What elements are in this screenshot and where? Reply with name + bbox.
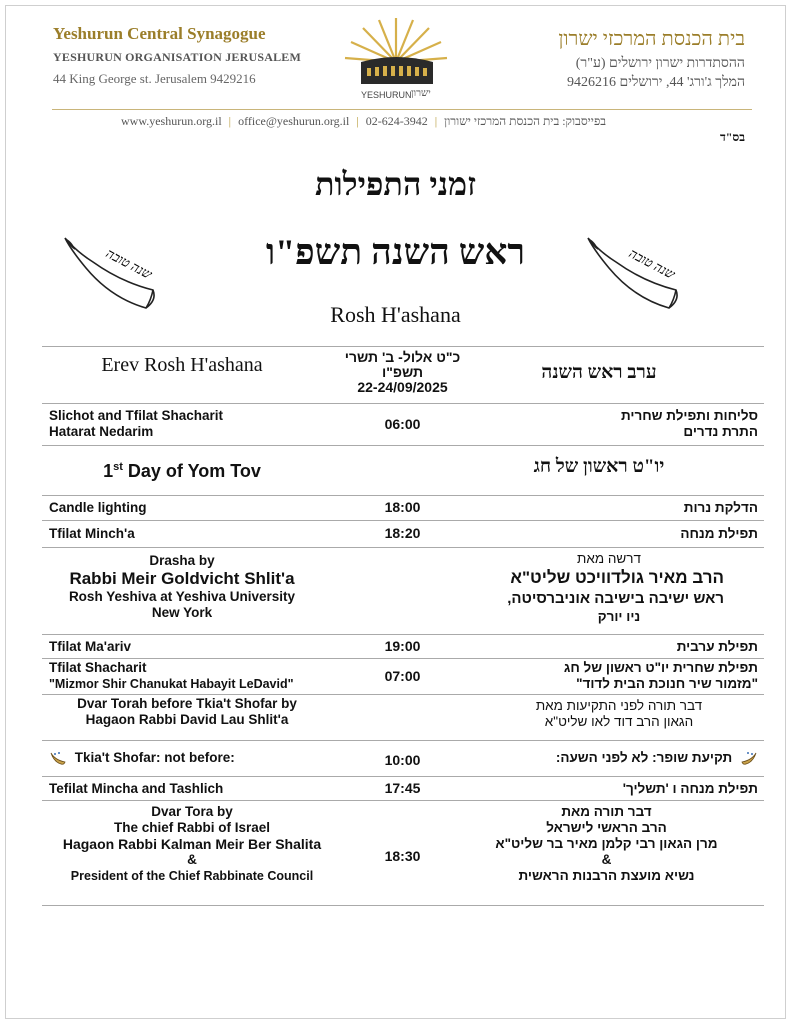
row-en-line4: & [187,852,197,867]
row-en-line4: New York [151,605,213,620]
row-he: תפילת מנחה [680,526,758,541]
date-he-year: תשפ"ו [381,364,424,380]
row-en: Candle lighting [49,500,147,515]
row-en: Tfilat Minch'a [49,526,135,541]
rabbi-name-he: הרב מאיר גולדוויכט שליט"א [510,568,724,587]
table-row-mincha [42,520,764,547]
row-en [49,750,349,766]
shofar-icon-right [574,228,684,323]
day-number: 1 [103,461,114,481]
row-he: תפילת מנחה ו 'תשליך' [622,781,758,796]
row-en-line2: Hatarat Nedarim [49,424,154,439]
row-he-line2: הגאון הרב דוד לאו שליט"א [544,714,694,729]
row-he-line1: דבר תורה לפני התקיעות מאת [535,698,703,713]
contact-bar: www.yeshurun.org.il | office@yeshurun.org.il | 02-624-3942 | בפייסבוק: בית הכנסת המרכזי ישורון [121,114,607,128]
row-he-line4: & [601,852,612,867]
shofar-caption-left: שנה טובה [103,245,155,282]
row-en [42,696,332,728]
header-english [53,24,333,87]
row-time: 07:00 [384,668,421,684]
row-he: תפילת ערבית [676,639,758,654]
row-en-line2: "Mizmor Shir Chanukat Habayit LeDavid" [49,677,294,691]
row-time: 17:45 [384,780,421,796]
row-he: הדלקת נרות [683,500,758,515]
row-he-line4: ניו יורק [597,609,641,624]
title-prayer-times: זמני התפילות [314,166,477,202]
row-he-line2: הרב הראשי לישראל [546,820,667,835]
table-row-erev [42,346,764,403]
header-hebrew [485,28,745,91]
row-en: Tefilat Mincha and Tashlich [49,781,224,796]
row-he-line5: נשיא מועצת הרבנות הראשית [518,868,695,883]
table-row-first-day [42,445,764,495]
row-he-line2: התרת נדרים [683,424,758,439]
table-row-shacharit [42,658,764,694]
org-name-en: Yeshurun Central Synagogue [53,24,266,43]
logo-text-en: YESHURUN [361,90,412,100]
rabbi-name-en: Rabbi Meir Goldvicht Shlit'a [69,569,295,588]
page [5,5,786,1019]
phone-number: 02-624-3942 [365,114,428,128]
row-en-line5: President of the Chief Rabbinate Council [70,869,314,883]
row-en-line1: Tfilat Shacharit [49,660,147,675]
table-row-candle [42,495,764,520]
row-he [454,551,724,625]
table-row-slichot [42,403,764,445]
facebook-text: בפייסבוק: בית הכנסת המרכזי ישורון [444,114,607,128]
row-en-line1: Drasha by [149,553,215,568]
row-he [488,750,758,766]
table-row-drasha [42,547,764,634]
shofar-small-icon [49,750,67,766]
row-en-line2: The chief Rabbi of Israel [113,820,271,835]
row-en [49,660,349,692]
day-suffix: st [113,461,123,473]
table-row-dvar-torah [42,694,764,740]
row-he-line1: סליחות ותפילת שחרית [620,408,758,423]
table-row-chief-rabbi [42,800,764,906]
date-he-range: כ"ט אלול- ב' תשרי [344,349,461,365]
title-holiday-he: ראש השנה תשפ"ו [265,232,526,272]
row-he [488,408,758,440]
row-he-line2: "מזמור שיר חנוכת הבית לדוד" [576,676,758,691]
row-date [340,350,465,395]
row-en-line1: Dvar Tora by [151,804,233,819]
row-en-line2: Hagaon Rabbi David Lau Shlit'a [85,712,289,727]
rabbi-name-en: Hagaon Rabbi Kalman Meir Ber Shalita [62,836,322,852]
day-label: Day of Yom Tov [122,461,261,481]
date-gregorian: 22-24/09/2025 [357,379,448,395]
row-he-line1: דבר תורה מאת [561,804,652,819]
org-name-he: בית הכנסת המרכזי ישרון [558,28,745,50]
row-en [42,804,342,884]
row-time: 18:20 [384,525,421,541]
shofar-caption-right: שנה טובה [626,245,678,282]
address-he: המלך ג'ורג' 44, ירושלים 9426216 [566,75,745,90]
bsd-mark: בס"ד [719,130,745,144]
row-he [494,698,744,730]
org-sub-en: YESHURUN ORGANISATION JERUSALEM [53,50,302,64]
table-row-tkiat-shofar [42,740,764,776]
row-he-line1: תפילת שחרית יו"ט ראשון של חג [563,660,758,675]
row-he: ערב ראש השנה [541,362,657,383]
row-en: Erev Rosh H'ashana [101,354,263,376]
row-time: 10:00 [384,752,421,768]
row-he [488,660,758,692]
website-link[interactable]: www.yeshurun.org.il [121,114,222,128]
rabbi-name-he: מרן הגאון רבי קלמן מאיר בר שליט"א [495,836,718,851]
header-divider [52,109,752,110]
row-en-text: Tkia't Shofar: not before: [74,750,235,765]
row-en: Tfilat Ma'ariv [49,639,131,654]
table-row-tashlich [42,776,764,800]
row-he [474,804,739,884]
row-time: 06:00 [384,416,421,432]
org-sub-he: ההסתדרות ישרון ירושלים (ע"ר) [575,56,745,71]
table-row-maariv [42,634,764,658]
shofar-small-icon [740,750,758,766]
row-time: 18:30 [384,848,421,864]
row-en [42,459,322,479]
row-en [49,408,349,440]
row-time: 19:00 [384,638,421,654]
row-he-line3: ראש ישיבה בישיבה אוניברסיטה, [507,590,724,607]
row-time: 18:00 [384,499,421,515]
row-en [42,553,322,621]
row-he: יו"ט ראשון של חג [533,456,665,477]
email-link[interactable]: office@yeshurun.org.il [238,114,350,128]
logo-text-he: ישרון [411,88,431,99]
address-en: 44 King George st. Jerusalem 9429216 [53,71,256,86]
row-he-line1: דרשה מאת [577,551,641,566]
row-he-text: תקיעת שופר: לא לפני השעה: [555,750,733,765]
row-en-line1: Slichot and Tfilat Shacharit [49,408,224,423]
row-en-line1: Dvar Torah before Tkia't Shofar by [77,696,297,711]
row-en-line3: Rosh Yeshiva at Yeshiva University [68,589,296,604]
shofar-icon-left [51,228,161,323]
title-holiday-en: Rosh H'ashana [330,302,461,327]
